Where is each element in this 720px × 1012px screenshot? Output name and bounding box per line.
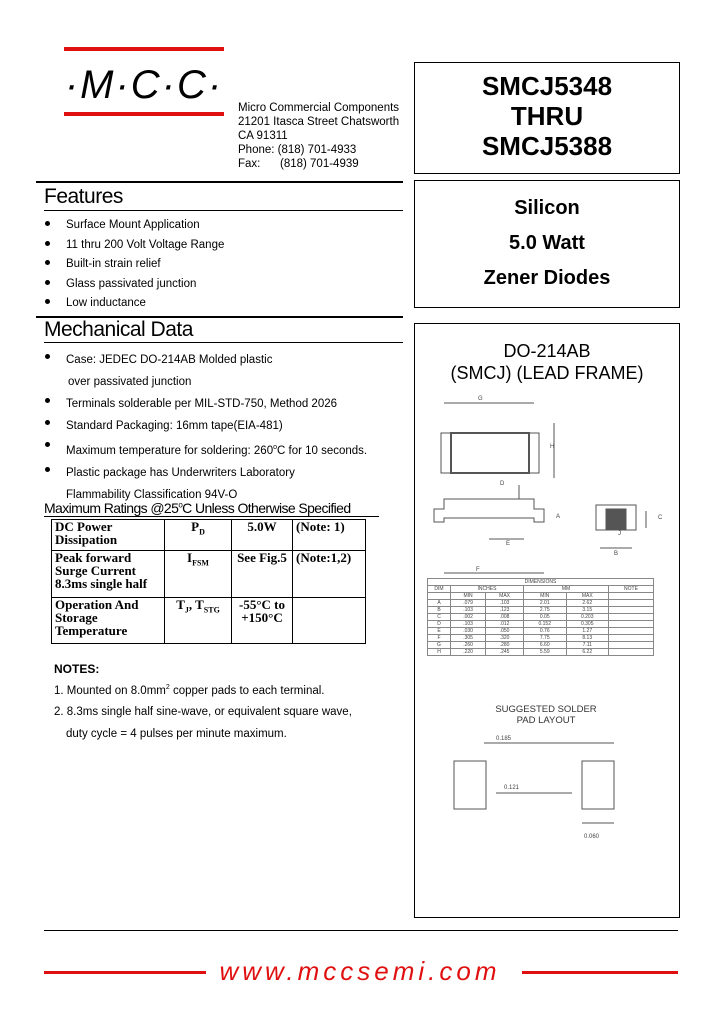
feature-item: Surface Mount Application	[44, 216, 224, 236]
rating-param: Operation And Storage Temperature	[52, 598, 165, 644]
package-body-outline	[451, 433, 529, 473]
table-row: D .103 .012 0.152 0.305	[428, 621, 654, 628]
label-b: B	[614, 551, 619, 557]
table-row: C .002 .008 0.05 0.203	[428, 614, 654, 621]
rating-param: DC Power Dissipation	[52, 520, 165, 551]
label-d: D	[500, 481, 505, 487]
mechanical-rule-bottom	[44, 342, 403, 343]
label-h: H	[550, 444, 555, 450]
mechanical-title: Mechanical Data	[44, 318, 193, 341]
dim-121: 0.121	[504, 785, 520, 791]
mech-plastic-cont: Flammability Classification 94V-O	[66, 488, 238, 501]
ratings-title: Maximum Ratings @25$^o$C Unless Otherwise Specified	[44, 500, 351, 516]
table-row: E .030 .050 0.76 1.27	[428, 628, 654, 635]
package-side-view	[434, 499, 544, 522]
solder-pad-left	[454, 761, 486, 809]
company-phone: Phone: (818) 701-4933	[238, 144, 357, 156]
ratings-rule	[44, 516, 379, 517]
rating-symbol: $I_{FSM}$	[165, 551, 232, 598]
dimension-table	[427, 578, 654, 656]
notes-title: NOTES:	[54, 662, 100, 676]
features-rule-top	[36, 181, 403, 183]
company-fax	[238, 157, 399, 171]
dim-060: 0.060	[584, 834, 600, 840]
table-row: MIN MAX MIN MAX	[428, 593, 654, 600]
table-row: A .079 .103 2.01 2.62	[428, 600, 654, 607]
logo-top-bar	[64, 47, 224, 51]
rating-note: (Note: 1)	[293, 520, 366, 551]
solder-pad-right	[582, 761, 614, 809]
fax-number: (818) 701-4939	[280, 158, 359, 170]
label-f: F	[476, 567, 480, 573]
features-list	[44, 216, 224, 314]
rating-note	[293, 598, 366, 644]
note-2-cont: duty cycle = 4 pulses per minute maximum.	[66, 728, 287, 740]
note-2: 2. 8.3ms single half sine-wave, or equivalent square wave,	[54, 706, 352, 718]
mech-case: Case: JEDEC DO-214AB Molded plastic	[44, 349, 367, 371]
feature-item: Low inductance	[44, 294, 224, 314]
label-c: C	[658, 515, 663, 521]
part-number-box	[414, 62, 680, 174]
logo-bottom-bar	[64, 112, 224, 116]
table-row: F .305 .320 7.75 8.13	[428, 635, 654, 642]
table-row	[52, 520, 366, 551]
website-link[interactable]: www.mccsemi.com	[219, 956, 501, 986]
part-line2: THRU	[510, 101, 584, 131]
part-line1: SMCJ5348	[481, 71, 613, 101]
feature-item: Glass passivated junction	[44, 275, 224, 295]
feature-item: 11 thru 200 Volt Voltage Range	[44, 236, 224, 256]
mech-packaging: Standard Packaging: 16mm tape(EIA-481)	[44, 415, 367, 437]
table-row	[52, 551, 366, 598]
solder-layout-title: SUGGESTED SOLDER PAD LAYOUT	[495, 704, 597, 726]
rating-symbol: $T_J$, $T_{STG}$	[165, 598, 232, 644]
package-end-lead	[606, 509, 626, 529]
company-name: Micro Commercial Components	[238, 102, 400, 114]
features-title: Features	[44, 185, 123, 208]
mechanical-list	[44, 349, 367, 506]
description-box	[414, 180, 680, 308]
rating-symbol: $P_D$	[165, 520, 232, 551]
company-address	[238, 101, 399, 171]
part-line3: SMCJ5388	[481, 131, 613, 161]
ratings-table	[51, 519, 366, 644]
features-rule-bottom	[44, 210, 403, 211]
rating-param: Peak forward Surge Current 8.3ms single half	[52, 551, 165, 598]
package-top-view	[441, 433, 539, 473]
company-logo: ·M·C·C·	[64, 63, 224, 107]
table-row	[52, 598, 366, 644]
footer-rule	[44, 930, 678, 931]
rating-value: -55°C to +150°C	[232, 598, 293, 644]
dim-title: DIMENSIONS	[428, 579, 654, 586]
dim-185: 0.185	[496, 736, 512, 742]
mech-case-cont: over passivated junction	[68, 376, 192, 388]
fax-label: Fax:	[238, 158, 261, 170]
label-j: J	[618, 531, 621, 537]
package-name: DO-214AB	[503, 341, 591, 361]
package-type: (SMCJ) (LEAD FRAME)	[450, 363, 644, 383]
label-e: E	[506, 541, 511, 547]
label-g: G	[478, 396, 483, 402]
label-a: A	[556, 514, 561, 520]
table-row: G .260 .280 6.60 7.11	[428, 642, 654, 649]
rating-value: 5.0W	[232, 520, 293, 551]
company-street: 21201 Itasca Street Chatsworth	[238, 116, 400, 128]
mech-terminals: Terminals solderable per MIL-STD-750, Method 2026	[44, 393, 367, 415]
table-row: H .220 .245 5.59 6.22	[428, 649, 654, 656]
rating-note: (Note:1,2)	[293, 551, 366, 598]
desc-line2: 5.0 Watt	[509, 232, 585, 254]
mech-temperature: Maximum temperature for soldering: 260$^o$C for 10 seconds.	[44, 437, 367, 462]
desc-line3: Zener Diodes	[483, 267, 611, 289]
desc-line1: Silicon	[514, 197, 580, 219]
feature-item: Built-in strain relief	[44, 255, 224, 275]
table-row: B .103 .123 2.75 3.15	[428, 607, 654, 614]
note-1: 1. Mounted on $8.0mm^2$ copper pads to each terminal.	[54, 684, 325, 697]
company-city: CA 91311	[238, 130, 288, 142]
rating-value: See Fig.5	[232, 551, 293, 598]
mech-plastic: Plastic package has Underwriters Laboratory	[44, 462, 367, 484]
table-row: DIM INCHES MM NOTE	[428, 586, 654, 593]
